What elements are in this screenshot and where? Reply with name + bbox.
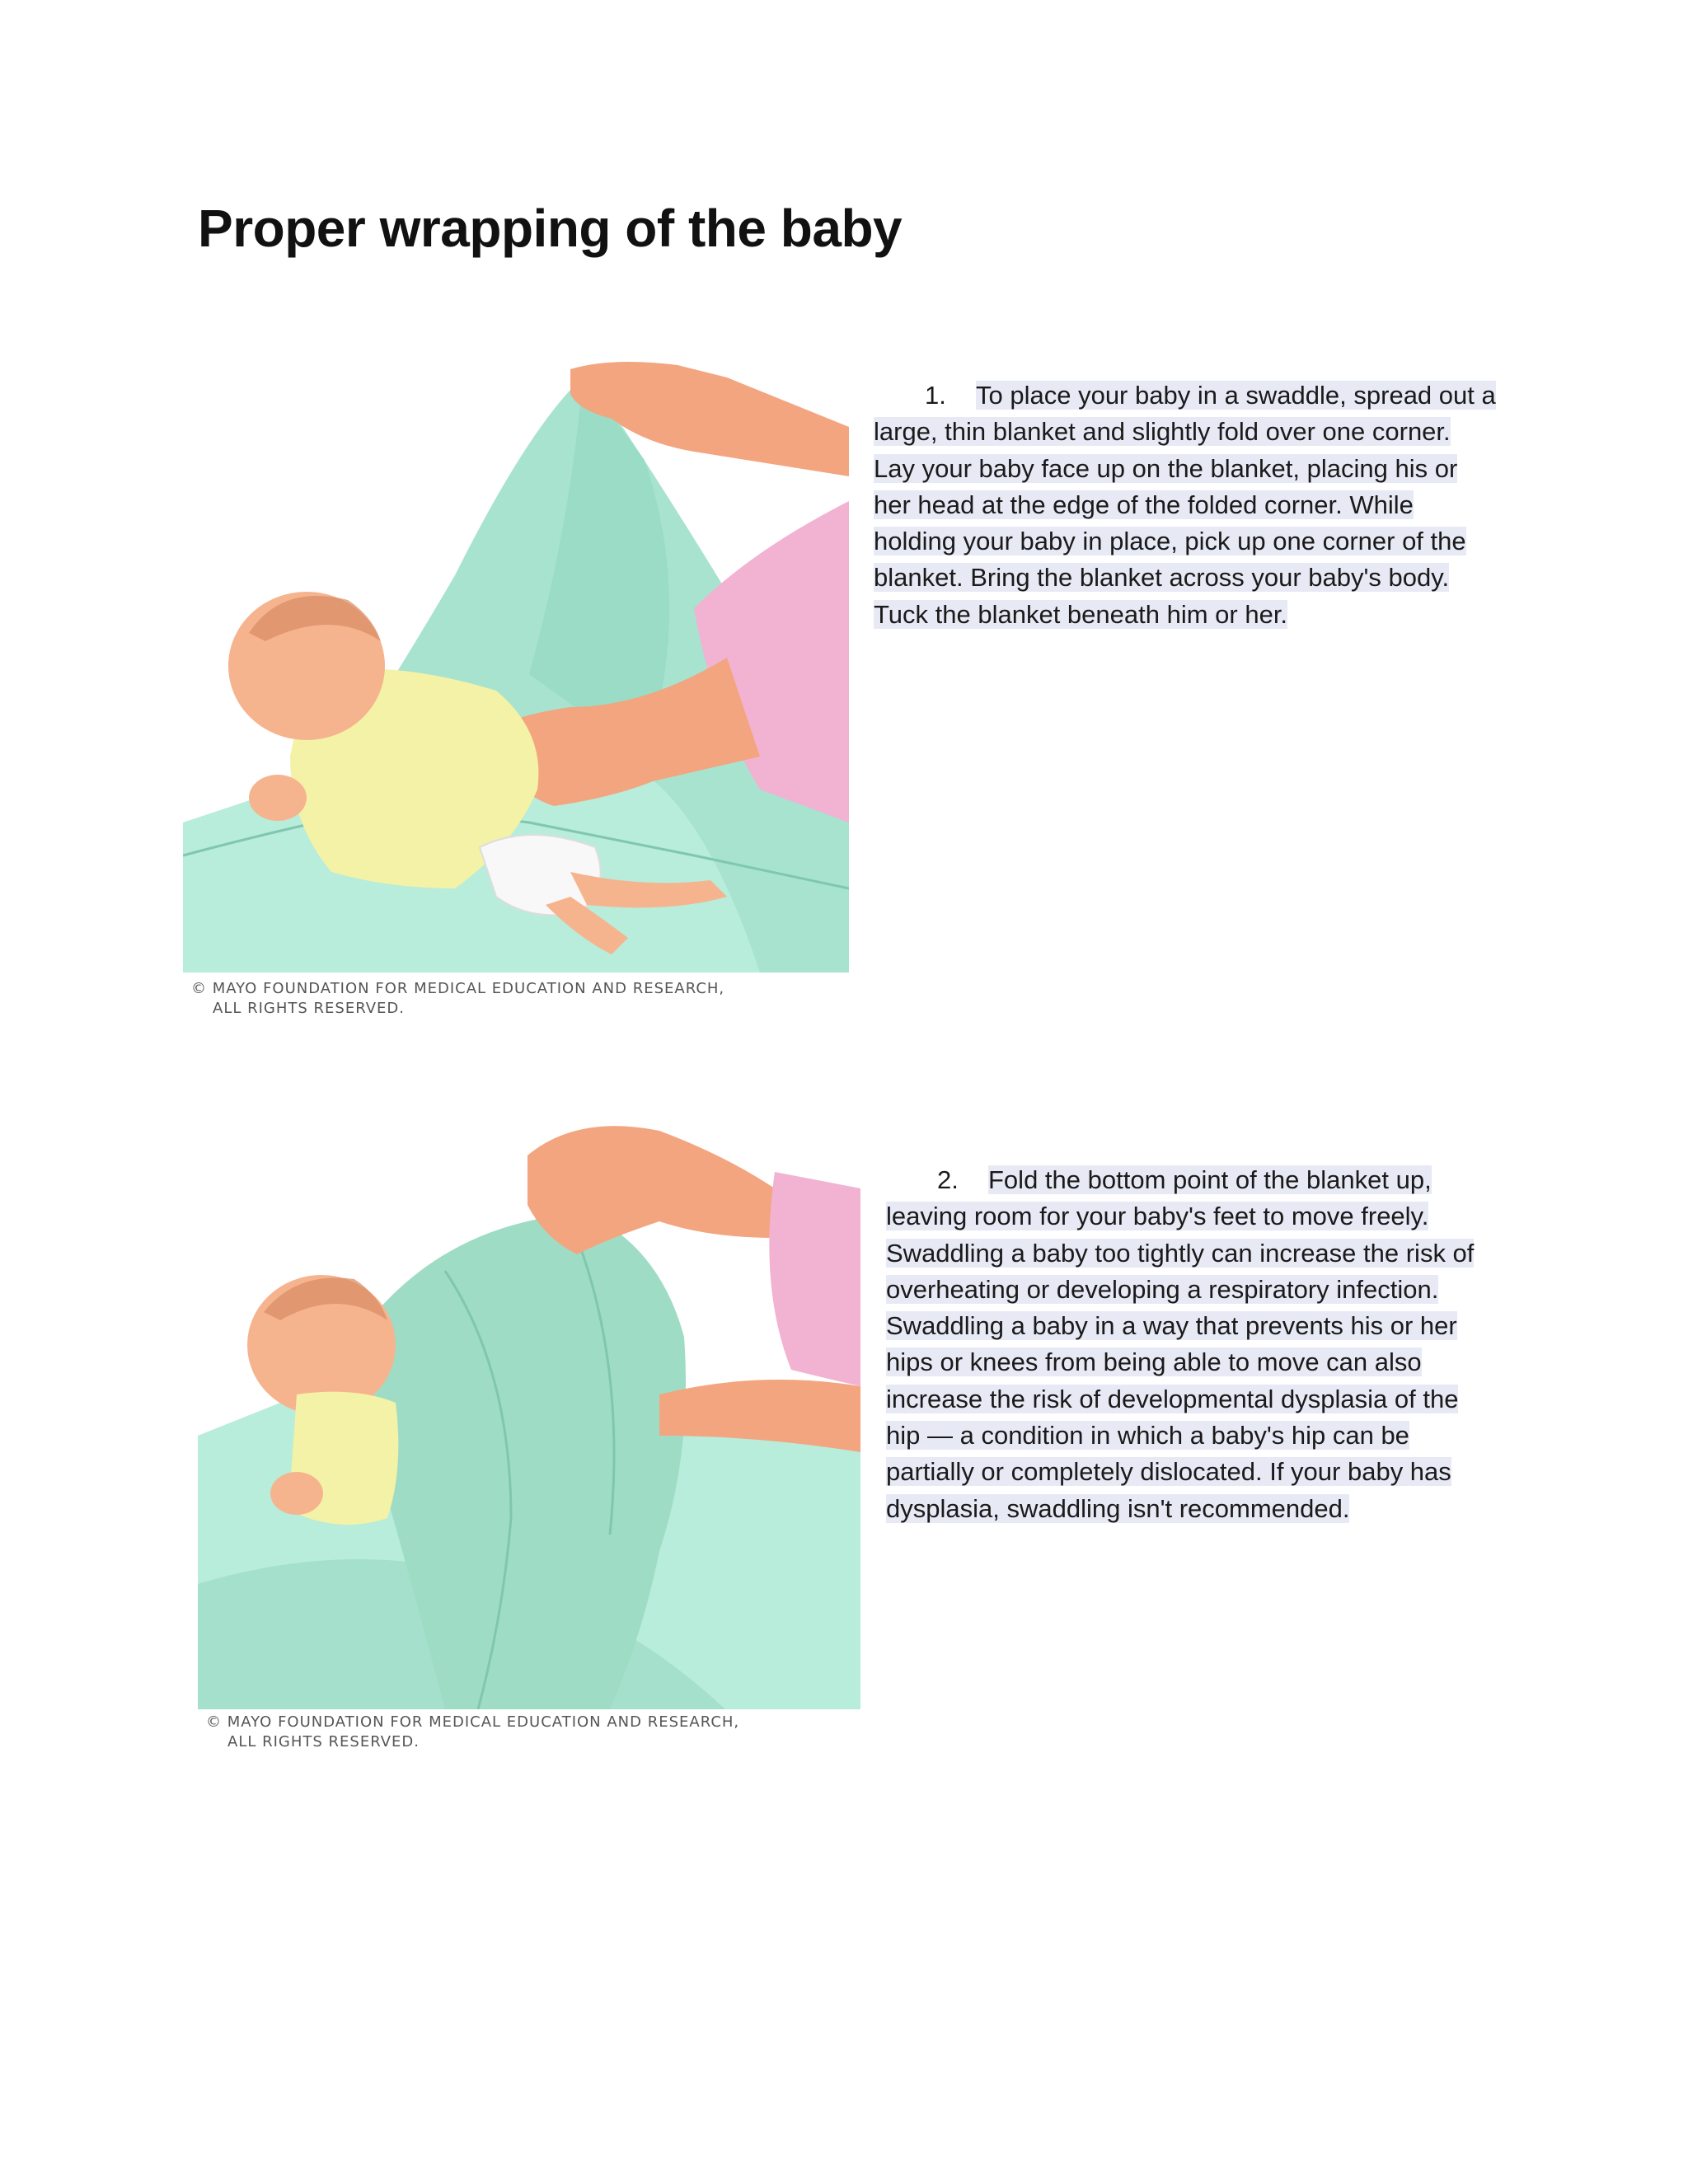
step-2-instructions <box>886 1162 1496 1527</box>
step-number: 2. <box>937 1165 959 1194</box>
step-text: To place your baby in a swaddle, spread out a large, thin blanket and slightly fold over one corner. Lay your baby face up on the blanket, placing his or her head at the edge of the folded corner. While holding your baby in place, pick up one corner of the blanket. Bring the blanket across your baby's body. Tuck the blanket beneath him or her. <box>874 381 1496 629</box>
page-title: Proper wrapping of the baby <box>198 199 903 258</box>
image-credit-line-2: ALL RIGHTS RESERVED. <box>227 1733 420 1750</box>
image-credit <box>191 979 724 1019</box>
image-credit-line-2: ALL RIGHTS RESERVED. <box>213 1000 406 1017</box>
illustration-step-2 <box>198 1122 865 1765</box>
swaddle-step-1-illustration <box>183 361 849 972</box>
step-1-instructions <box>874 377 1497 633</box>
image-credit <box>206 1713 739 1752</box>
step-number: 1. <box>925 381 946 410</box>
step-text: Fold the bottom point of the blanket up, leaving room for your baby's feet to move freely. Swaddling a baby too tightly can increase the risk of overheating or developing a respiratory infection. Swaddling a baby in a way that prevents his or her hips or knees from being able to move can also increase the risk of developmental dysplasia of the hip — a condition in which a baby's hip can be partially or completely dislocated. If your baby has dysplasia, swaddling isn't recommended. <box>886 1165 1475 1523</box>
image-credit-line-1: © MAYO FOUNDATION FOR MEDICAL EDUCATION AND RESEARCH, <box>191 980 725 997</box>
swaddle-step-2-illustration <box>198 1122 860 1709</box>
illustration-step-1 <box>183 361 851 1020</box>
image-credit-line-1: © MAYO FOUNDATION FOR MEDICAL EDUCATION AND RESEARCH, <box>206 1713 740 1731</box>
